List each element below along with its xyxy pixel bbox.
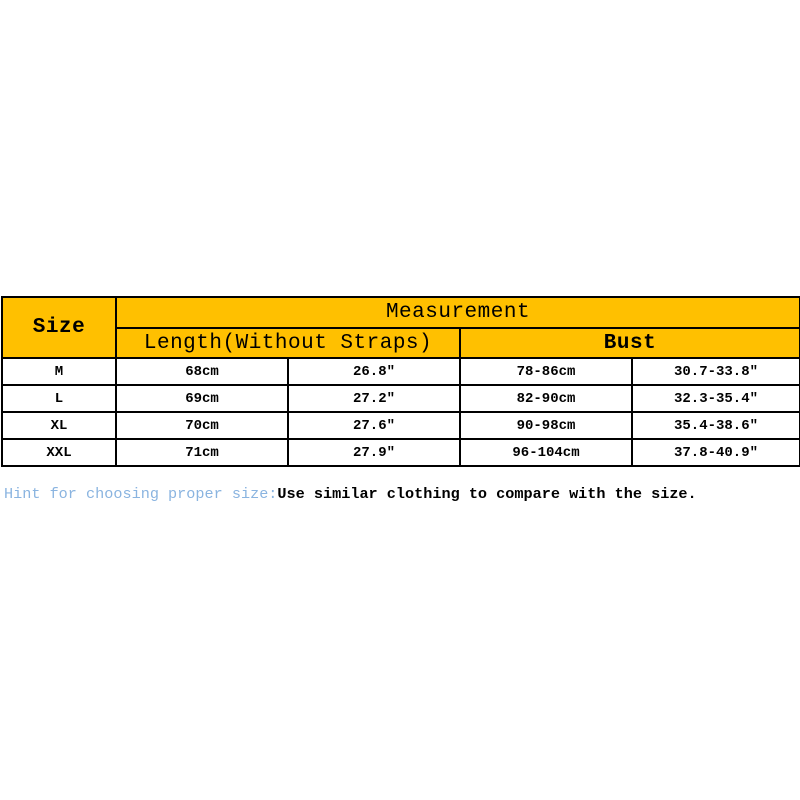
size-cell: XL xyxy=(2,412,116,439)
size-cell: M xyxy=(2,358,116,385)
table-row xyxy=(2,385,800,412)
bust-header: Bust xyxy=(460,328,800,358)
bust-cm-cell: 96-104cm xyxy=(460,439,632,466)
bust-cm-cell: 78-86cm xyxy=(460,358,632,385)
length-cm-cell: 69cm xyxy=(116,385,288,412)
bust-cm-cell: 82-90cm xyxy=(460,385,632,412)
bust-in-cell: 37.8-40.9″ xyxy=(632,439,800,466)
header-row-1 xyxy=(2,297,800,328)
length-in-cell: 26.8″ xyxy=(288,358,460,385)
length-in-cell: 27.9″ xyxy=(288,439,460,466)
hint-text: Use similar clothing to compare with the size. xyxy=(277,485,697,503)
length-in-cell: 27.2″ xyxy=(288,385,460,412)
length-cm-cell: 68cm xyxy=(116,358,288,385)
table-row xyxy=(2,412,800,439)
size-hint xyxy=(4,485,800,503)
header-row-2 xyxy=(2,328,800,358)
table-row xyxy=(2,358,800,385)
size-cell: XXL xyxy=(2,439,116,466)
length-cm-cell: 70cm xyxy=(116,412,288,439)
bust-in-cell: 35.4-38.6″ xyxy=(632,412,800,439)
length-cm-cell: 71cm xyxy=(116,439,288,466)
bust-in-cell: 32.3-35.4″ xyxy=(632,385,800,412)
hint-label: Hint for choosing proper size: xyxy=(4,485,278,503)
size-chart-table xyxy=(1,296,800,467)
bust-in-cell: 30.7-33.8″ xyxy=(632,358,800,385)
bust-cm-cell: 90-98cm xyxy=(460,412,632,439)
table-row xyxy=(2,439,800,466)
length-header: Length(Without Straps) xyxy=(116,328,460,358)
measurement-header: Measurement xyxy=(116,297,800,328)
size-cell: L xyxy=(2,385,116,412)
size-header: Size xyxy=(2,297,116,358)
length-in-cell: 27.6″ xyxy=(288,412,460,439)
